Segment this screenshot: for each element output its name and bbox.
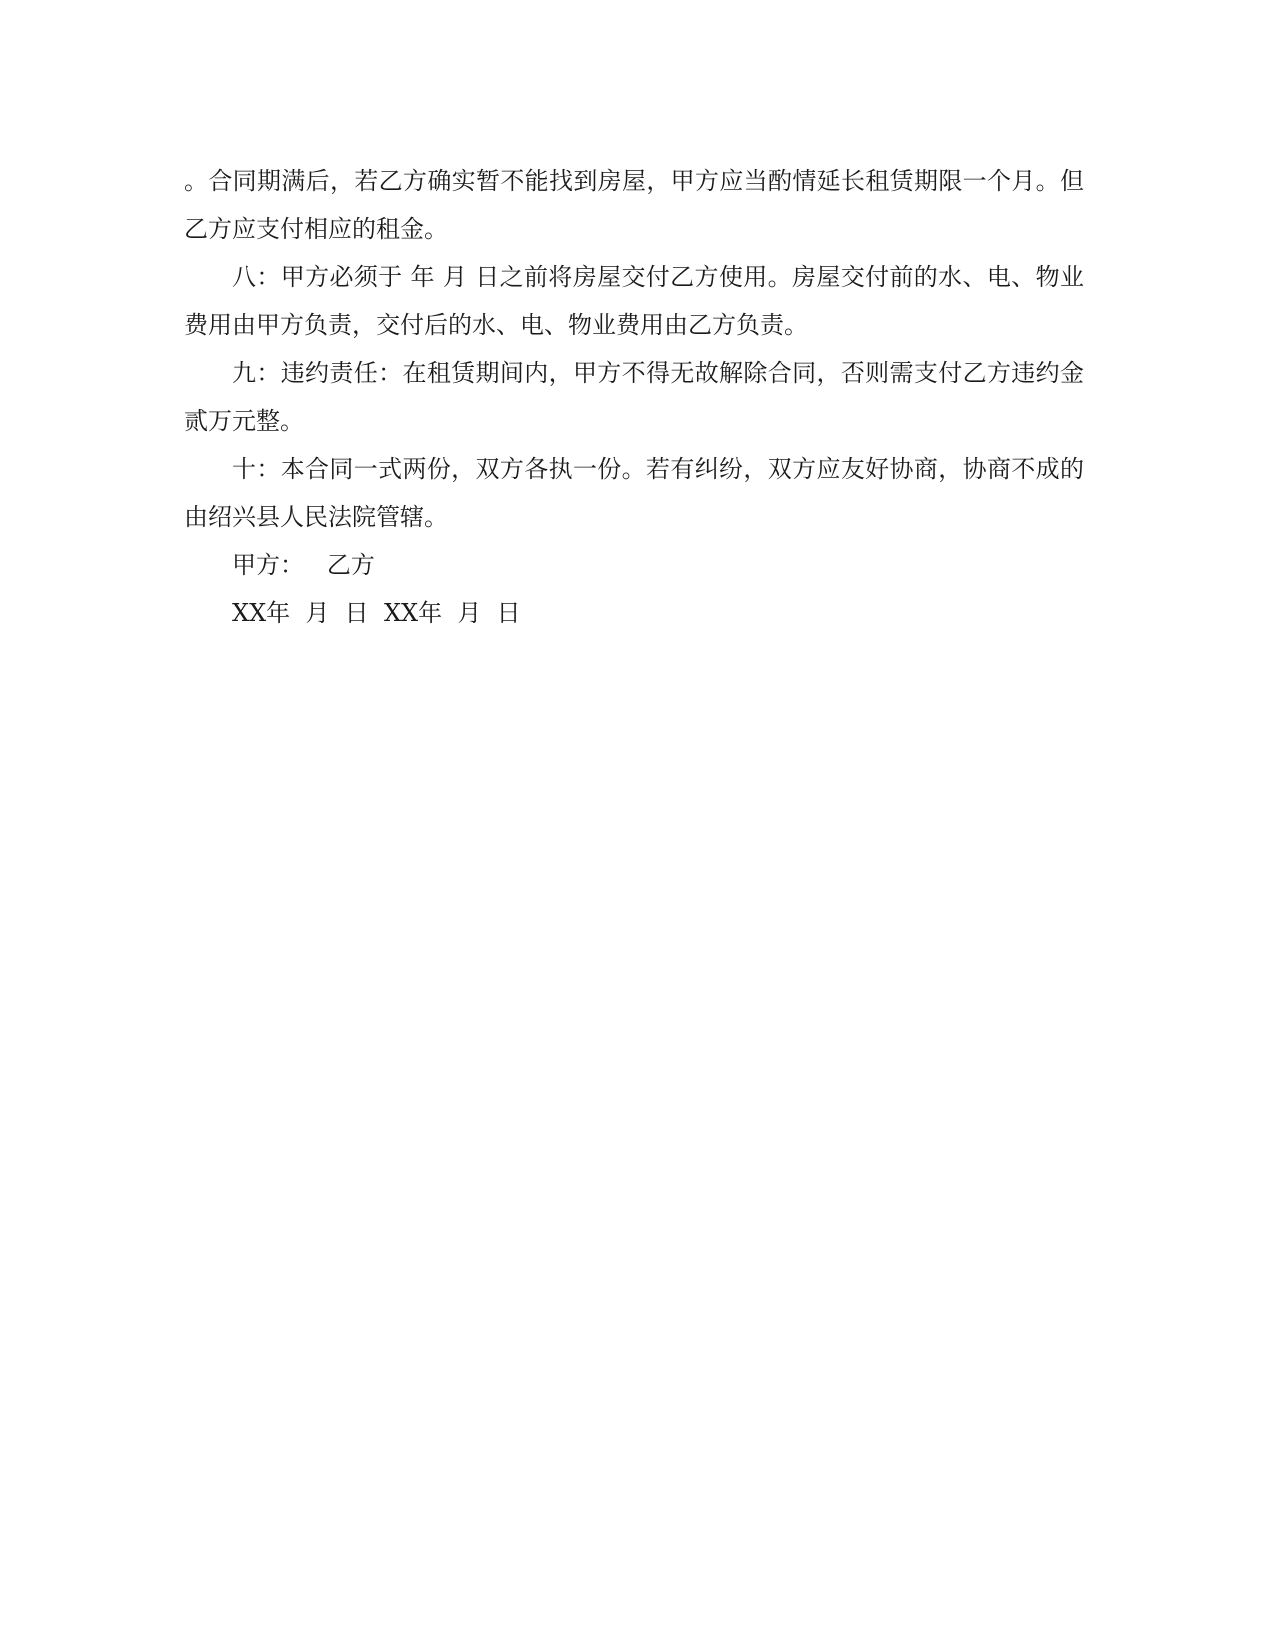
signature-dates: XX年 月 日 XX年 月 日: [232, 599, 521, 627]
paragraph-clause-10: 十：本合同一式两份，双方各执一份。若有纠纷，双方应友好协商，协商不成的由绍兴县人民法院管辖。: [184, 455, 1084, 531]
paragraph-clause-8: 八：甲方必须于 年 月 日之前将房屋交付乙方使用。房屋交付前的水、电、物业费用由甲方负责，交付后的水、电、物业费用由乙方负责。: [184, 263, 1084, 339]
paragraph-clause-9: 九：违约责任：在租赁期间内，甲方不得无故解除合同，否则需支付乙方违约金贰万元整。: [184, 359, 1084, 435]
document-body: [184, 157, 1084, 637]
signature-parties: 甲方： 乙方: [232, 551, 375, 579]
paragraph-continuation: 。合同期满后，若乙方确实暂不能找到房屋，甲方应当酌情延长租赁期限一个月。但乙方应支付相应的租金。: [184, 167, 1084, 243]
